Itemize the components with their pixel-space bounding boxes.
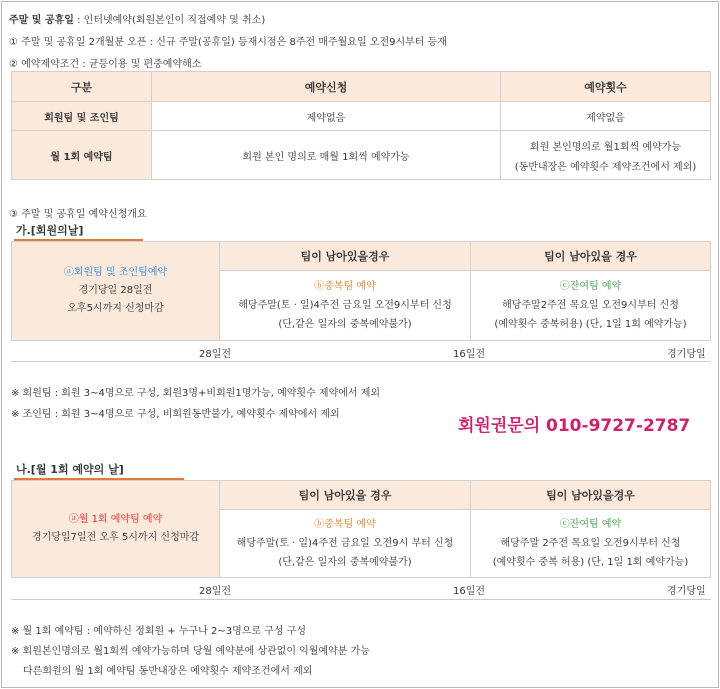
section-a-note-2: ※ 조인팀 : 회원 3~4명으로 구성, 비회원동반불가, 예약횟수 제약에서 제외 (11, 409, 340, 420)
intro-line-1: ① 주말 및 공휴일 2개월분 오픈 : 신규 주말(공휴일) 등재시점은 8주전 매주월요일 오전9시부터 등재 (9, 37, 447, 48)
section-a-left-cell (12, 242, 220, 341)
section-b-left-line-1: 경기당일7일전 오후 5시까지 신청마감 (31, 532, 200, 543)
section-a-left-line-2: 오후5시까지 신청마감 (67, 303, 164, 314)
section-b-col2-title: ⓒ잔여팀 예약 (559, 519, 622, 530)
row-count (501, 131, 711, 180)
section-a-col1-cell (220, 271, 471, 341)
section-b-left-cell (12, 481, 220, 578)
section-b-left-title: ⓐ월 1회 예약팀 예약 (68, 514, 163, 525)
section-b-col1-header: 팀이 남아있을 경우 (220, 481, 471, 510)
section-b-tick-28: 28일전 (199, 586, 232, 597)
row-count-line-2: (동반내장은 예약횟수 제약조건에서 제외) (514, 161, 697, 173)
section-a-tick-day: 경기당일 (667, 349, 706, 360)
table-header-row (12, 72, 711, 102)
intro-title-label: 주말 및 공휴일 (9, 15, 74, 26)
section-a-col1-header: 팀이 남아있을경우 (220, 242, 471, 271)
section-b-tick-day: 경기당일 (667, 586, 706, 597)
section-b-col1-title: ⓑ중복팀 예약 (314, 519, 376, 530)
phone-contact: 회원권문의 010-9727-2787 (458, 416, 691, 436)
header-apply: 예약신청 (152, 72, 501, 102)
section-a-left-line-1: 경기당일 28일전 (78, 285, 153, 296)
row-label: 월 1회 예약팀 (12, 131, 152, 180)
header-count: 예약횟수 (501, 72, 711, 102)
section-a-table (11, 241, 711, 341)
section-a-left-title: ⓐ회원팀 및 조인팀예약 (63, 267, 168, 278)
section-a-tick-28: 28일전 (199, 349, 232, 360)
section-b-divider (11, 599, 711, 600)
section-b-table (11, 480, 711, 578)
section-3-title: ③ 주말 및 공휴일 예약신청개요 (9, 209, 147, 220)
section-a-col1-title: ⓑ중복팀 예약 (314, 281, 376, 292)
section-a-heading: 가.[회원의날] (14, 222, 143, 241)
section-b-note-3: 다른회원의 월 1회 예약팀 동반내장은 예약횟수 제약조건에서 제외 (23, 666, 313, 677)
table-row (12, 131, 711, 180)
section-a-col2-line-2: (예약횟수 중복허용) (단, 1일 1회 예약가능) (494, 319, 687, 330)
section-a-col2-line-1: 해당주말2주전 목요일 오전9시부터 신청 (502, 300, 679, 311)
section-b-note-1: ※ 월 1회 예약팀 : 예약하신 정회원 + 누구나 2~3명으로 구성 구성 (11, 626, 307, 637)
section-b-note-2: ※ 회원본인명의로 월1회씩 예약가능하며 당월 예약분에 상관없이 익월예약분 가능 (11, 646, 370, 657)
section-b-col2-line-2: (예약횟수 중복 허용) (단, 1일 1회 예약가능) (492, 557, 689, 568)
section-b-col1-line-2: (단,같은 일자의 중복예약불가) (278, 557, 412, 568)
section-b-heading: 나.[월 1회 예약의 날] (14, 461, 184, 480)
row-apply: 제약없음 (152, 102, 501, 131)
section-b-header-row (12, 481, 711, 510)
intro-title (9, 11, 265, 26)
section-a-note-1: ※ 회원팀 : 회원 3~4명으로 구성, 회원3명+비회원1명가능, 예약횟수 제약에서 제외 (11, 388, 381, 399)
row-count: 제약없음 (501, 102, 711, 131)
section-b-tick-16: 16일전 (453, 586, 486, 597)
section-a-header-row (12, 242, 711, 271)
row-apply: 회원 본인 명의로 매월 1회씩 예약가능 (152, 131, 501, 180)
section-a-col1-line-1: 해당주말(토 · 일)4주전 금요일 오전9시부터 신청 (238, 300, 452, 311)
row-label: 회원팀 및 조인팀 (12, 102, 152, 131)
reservation-rules-table (11, 71, 711, 180)
intro-title-rest: : 인터넷예약(회원본인이 직접예약 및 취소) (73, 15, 266, 26)
header-category: 구분 (12, 72, 152, 102)
intro-line-2: ② 예약제약조건 : 균등이용 및 편중예약해소 (9, 59, 202, 70)
section-a-col2-header: 팀이 남아있을 경우 (471, 242, 711, 271)
section-a-divider (11, 361, 711, 362)
section-b-col2-cell (471, 510, 711, 578)
row-count-line-1: 회원 본인명의로 월1회씩 예약가능 (529, 141, 682, 153)
section-b-col2-line-1: 해당주말 2주전 목요일 오전9시부터 신청 (500, 538, 681, 549)
section-b-col2-header: 팀이 남아있을경우 (471, 481, 711, 510)
section-a-tick-16: 16일전 (453, 349, 486, 360)
section-a-col2-title: ⓒ잔여팀 예약 (559, 281, 622, 292)
section-a-col1-line-2: (단,같은 일자의 중복예약불가) (278, 319, 412, 330)
section-b-col1-cell (220, 510, 471, 578)
section-a-col2-cell (471, 271, 711, 341)
table-row (12, 102, 711, 131)
section-b-col1-line-1: 해당주말(토 · 일)4주전 금요일 오전9시 부터 신청 (236, 538, 454, 549)
